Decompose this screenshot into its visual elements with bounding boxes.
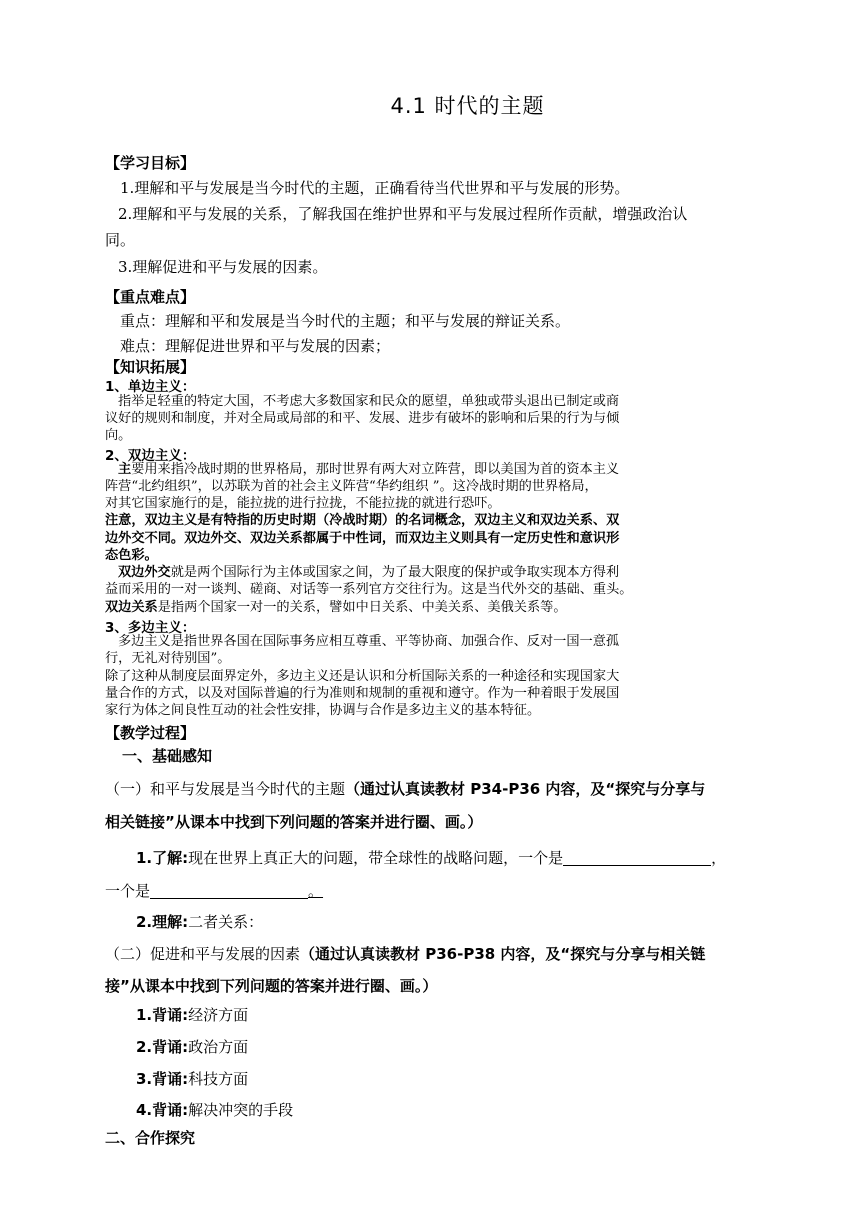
bilateral-relation-text: 是指两个国家一对一的关系，譬如中日关系、中美关系、美俄关系等。 <box>157 600 567 615</box>
unilateral-title: 1、单边主义： <box>105 379 196 395</box>
part2-heading: 二、合作探究 <box>105 1129 196 1147</box>
bilateral-note-line2: 边外交不同。双边外交、双边关系都属于中性词，而双边主义则具有一定历史性和意识形 <box>105 531 620 546</box>
multilateral-title: 3、多边主义： <box>105 620 196 636</box>
recite-3-text: 科技方面 <box>188 1070 249 1088</box>
objective-3: 3.理解促进和平与发展的因素。 <box>118 258 328 276</box>
bilateral-title: 2、双边主义： <box>105 448 196 464</box>
question-1-text: 现在世界上真正大的问题，带全球性的战略问题，一个是 <box>188 849 564 867</box>
recite-2-label: 2.背诵: <box>136 1038 189 1056</box>
bilateral-line1-text: 要用来指冷战时期的世界格局，那时世界有两大对立阵营，即以美国为首的资本主义 <box>131 462 620 477</box>
unilateral-line3: 向。 <box>105 428 132 443</box>
unilateral-line1: 指举足轻重的特定大国，不考虑大多数国家和民众的愿望，单独或带头退出已制定或商 <box>118 394 620 409</box>
page-title: 4.1 时代的主题 <box>390 94 545 118</box>
question-2 <box>136 909 263 935</box>
bilateral-line2: 阵营“北约组织”，以苏联为首的社会主义阵营“华约组织 ”。这冷战时期的世界格局， <box>105 479 598 494</box>
sub1-plain: （一）和平与发展是当今时代的主题 <box>105 780 346 798</box>
bilateral-note-line1: 注意，双边主义是有特指的历史时期（冷战时期）的名词概念，双边主义和双边关系、双 <box>105 513 620 528</box>
recite-4 <box>136 1097 293 1123</box>
recite-3-label: 3.背诵: <box>136 1070 189 1088</box>
multilateral-line3: 除了这种从制度层面界定外，多边主义还是认识和分析国际关系的一种途径和实现国家大 <box>105 669 620 684</box>
multilateral-line1: 多边主义是指世界各国在国际事务应相互尊重、平等协商、加强合作、反对一国一意孤 <box>118 634 620 649</box>
bilateral-note-line3: 态色彩。 <box>105 548 158 563</box>
bilateral-line1-bold: 主 <box>118 462 132 477</box>
key-points-heading: 【重点难点】 <box>105 288 196 306</box>
question-1-comma: ， <box>711 849 727 867</box>
key-point: 重点：理解和平和发展是当今时代的主题；和平与发展的辩证关系。 <box>120 312 571 330</box>
bilateral-diplomacy-term: 双边外交 <box>118 565 171 580</box>
bilateral-line1 <box>105 461 785 478</box>
multilateral-line2: 行，无礼对待别国”。 <box>105 651 231 666</box>
question-1-line2 <box>105 878 323 904</box>
extension-heading: 【知识拓展】 <box>105 358 196 376</box>
objective-2-line2: 同。 <box>105 231 136 249</box>
recite-3 <box>136 1066 248 1092</box>
multilateral-line4: 量合作的方式，以及对国际普遍的行为准则和规制的重视和遵守。作为一种着眼于发展国 <box>105 686 620 701</box>
question-1-end: 。 <box>308 882 324 900</box>
sub2-plain: （二）促进和平与发展的因素 <box>105 945 301 963</box>
answer-blank-1[interactable] <box>563 849 711 866</box>
bilateral-diplomacy-text: 就是两个国际行为主体或国家之间，为了最大限度的保护或争取实现本方得利 <box>170 565 620 580</box>
bilateral-diplomacy-line1 <box>105 564 785 581</box>
objective-1: 1.理解和平与发展是当今时代的主题，正确看待当代世界和平与发展的形势。 <box>120 179 630 197</box>
question-2-text: 二者关系： <box>188 913 264 931</box>
multilateral-line5: 家行为体之间良性互动的社会性安排，协调与合作是多边主义的基本特征。 <box>105 703 541 718</box>
question-1-label: 1.了解: <box>136 849 189 867</box>
difficulty-point: 难点：理解促进世界和平与发展的因素； <box>120 337 391 355</box>
recite-4-text: 解决冲突的手段 <box>188 1101 294 1119</box>
sub1-bold-1: （通过认真读教材 P34-P36 内容，及“探究与分享与 <box>345 780 706 798</box>
recite-1-text: 经济方面 <box>188 1006 249 1024</box>
sub1-line1 <box>105 776 785 802</box>
sub2-bold-2: 接”从课本中找到下列问题的答案并进行圈、画。） <box>105 977 438 995</box>
sub1-bold-2: 相关链接”从课本中找到下列问题的答案并进行圈、画。） <box>105 813 483 831</box>
recite-1-label: 1.背诵: <box>136 1006 189 1024</box>
sub2-bold-1: （通过认真读教材 P36-P38 内容，及“探究与分享与相关链 <box>300 945 706 963</box>
recite-1 <box>136 1002 248 1028</box>
part1-heading: 一、基础感知 <box>122 747 213 765</box>
question-1-line1 <box>136 845 726 871</box>
recite-4-label: 4.背诵: <box>136 1101 189 1119</box>
question-1-line2-text: 一个是 <box>105 882 151 900</box>
bilateral-line3: 对其它国家施行的是，能拉拢的进行拉拢，不能拉拢的就进行恐吓。 <box>105 496 501 511</box>
recite-2 <box>136 1034 248 1060</box>
bilateral-relation-line <box>105 599 785 616</box>
bilateral-diplomacy-line2: 益而采用的一对一谈判、磋商、对话等一系列官方交往行为。这是当代外交的基础、重头。 <box>105 582 633 597</box>
answer-blank-2[interactable] <box>150 882 308 899</box>
objective-2-line1: 2.理解和平与发展的关系，了解我国在维护世界和平与发展过程所作贡献，增强政治认 <box>118 205 688 223</box>
bilateral-relation-term: 双边关系 <box>105 600 158 615</box>
process-heading: 【教学过程】 <box>105 724 196 742</box>
unilateral-line2: 议好的规则和制度，并对全局或局部的和平、发展、进步有破坏的影响和后果的行为与倾 <box>105 411 620 426</box>
sub2-line1 <box>105 941 785 967</box>
question-2-label: 2.理解: <box>136 913 189 931</box>
objectives-heading: 【学习目标】 <box>105 154 196 172</box>
recite-2-text: 政治方面 <box>188 1038 249 1056</box>
